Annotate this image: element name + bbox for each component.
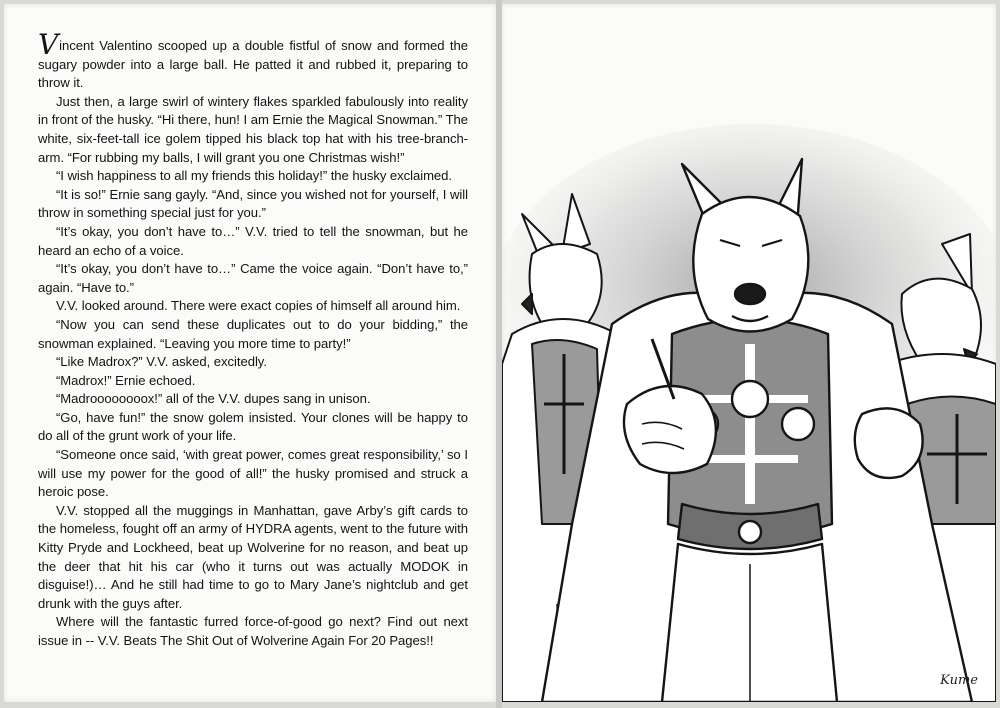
artist-signature: Kume (940, 673, 978, 688)
story-paragraph: Where will the fantastic furred force-of-good go next? Find out next issue in -- V.V. Beats The Shit Out of Wolverine Again For 20 Pages!! (38, 614, 468, 648)
husky-clones-illustration (502, 4, 996, 702)
story-paragraph: “Go, have fun!” the snow golem insisted. Your clones will be happy to do all of the grunt work of your life. (38, 409, 468, 444)
story-paragraph: “Now you can send these duplicates out to do your bidding,” the snowman explained. “Leaving you more time to party!” (38, 316, 468, 351)
story-paragraph: Vincent Valentino scooped up a double fistful of snow and formed the sugary powder into a large ball. He patted it and rubbed it, preparing to throw it. (38, 28, 468, 91)
story-paragraph: V.V. stopped all the muggings in Manhattan, gave Arby’s gift cards to the homeless, fought off an army of HYDRA agents, went to the future with Kitty Pryde and Lockheed, beat up Wolverine for no reason, and beat up the deer that hit his car (who it turns out was actually MODOK in disguise!)… And he still had time to go to Mary Jane’s nightclub and get drunk with the guys after. (38, 502, 468, 611)
story-paragraph: “It is so!” Ernie sang gayly. “And, since you wished not for yourself, I will throw in something special just for you.” (38, 186, 468, 221)
story-paragraph: “Someone once said, ‘with great power, comes great responsibility,’ so I will use my power for the good of all!” the husky promised and struck a heroic pose. (38, 447, 468, 500)
story-text (38, 28, 468, 651)
left-page (4, 4, 496, 702)
story-paragraph: V.V. looked around. There were exact copies of himself all around him. (56, 298, 461, 314)
right-page (502, 4, 996, 702)
story-paragraph: “I wish happiness to all my friends this holiday!” the husky exclaimed. (56, 168, 452, 184)
story-paragraph: “Madroooooooox!” all of the V.V. dupes sang in unison. (56, 391, 371, 407)
story-paragraph: “Madrox!” Ernie echoed. (56, 372, 196, 388)
story-paragraph: “Like Madrox?” V.V. asked, excitedly. (56, 354, 267, 370)
story-paragraph: Just then, a large swirl of wintery flakes sparkled fabulously into reality in front of the husky. “Hi there, hun! I am Ernie the Magical Snowman.” The white, six-feet-tall ice golem tipped his black top hat with his tree-branch-arm. “For rubbing my balls, I will grant you one Christmas wish!” (38, 93, 468, 165)
drop-cap: V (38, 28, 59, 61)
story-paragraph: “It’s okay, you don’t have to…” V.V. tried to tell the snowman, but he heard an echo of a voice. (38, 223, 468, 258)
story-paragraph: “It’s okay, you don’t have to…” Came the voice again. “Don’t have to,” again. “Have to.” (38, 261, 468, 295)
